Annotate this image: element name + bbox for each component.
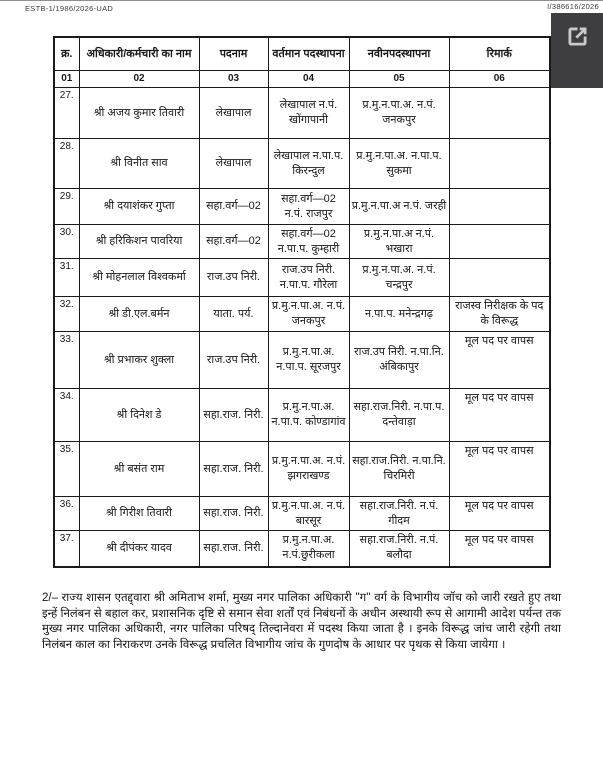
col-number: 06 bbox=[449, 71, 550, 88]
col-header-name: अधिकारी/कर्मचारी का नाम bbox=[79, 37, 199, 71]
row-name: श्री दीपंकर यादव bbox=[79, 531, 199, 567]
col-number: 05 bbox=[349, 71, 449, 88]
table-body bbox=[54, 88, 550, 567]
row-current-posting: लेखापाल न.पं. खोंगापानी bbox=[268, 88, 349, 139]
col-header-new-posting: नवीनपदस्थापना bbox=[349, 37, 449, 71]
row-remark: मूल पद पर वापस bbox=[449, 497, 550, 531]
row-serial: 29. bbox=[54, 189, 79, 225]
table-header-row bbox=[54, 37, 550, 71]
row-designation: सहा.राज. निरी. bbox=[199, 497, 268, 531]
file-reference-left: ESTB-1/1986/2026-UAD bbox=[25, 4, 114, 13]
table-row bbox=[54, 531, 550, 567]
col-header-designation: पदनाम bbox=[199, 37, 268, 71]
row-name: श्री दयाशंकर गुप्ता bbox=[79, 189, 199, 225]
table-row bbox=[54, 497, 550, 531]
row-remark: मूल पद पर वापस bbox=[449, 389, 550, 442]
row-remark: मूल पद पर वापस bbox=[449, 332, 550, 389]
row-designation: लेखापाल bbox=[199, 88, 268, 139]
row-name: श्री हरिकिशन पावरिया bbox=[79, 225, 199, 259]
popout-panel[interactable] bbox=[551, 13, 603, 88]
row-current-posting: प्र.मु.न.पा.अ. न.पं.छुरीकला bbox=[268, 531, 349, 567]
table-row bbox=[54, 442, 550, 497]
row-serial: 37. bbox=[54, 531, 79, 567]
table-row bbox=[54, 259, 550, 297]
col-number: 03 bbox=[199, 71, 268, 88]
table-row bbox=[54, 225, 550, 259]
row-name: श्री विनीत साव bbox=[79, 139, 199, 189]
table-row bbox=[54, 139, 550, 189]
row-name: श्री डी.एल.बर्मन bbox=[79, 297, 199, 332]
transfer-order-table bbox=[53, 36, 551, 568]
table-row bbox=[54, 332, 550, 389]
row-designation: सहा.राज. निरी. bbox=[199, 531, 268, 567]
row-designation: सहा.राज. निरी. bbox=[199, 389, 268, 442]
row-serial: 35. bbox=[54, 442, 79, 497]
row-name: श्री मोहनलाल विश्वकर्मा bbox=[79, 259, 199, 297]
table-row bbox=[54, 88, 550, 139]
row-current-posting: प्र.मु.न.पा.अ. न.पा.प. कोण्डागांव bbox=[268, 389, 349, 442]
row-designation: लेखापाल bbox=[199, 139, 268, 189]
row-remark: राजस्व निरीक्षक के पद के विरूद्ध bbox=[449, 297, 550, 332]
row-remark bbox=[449, 88, 550, 139]
row-new-posting: राज.उप निरी. न.पा.नि. अंबिकापुर bbox=[349, 332, 449, 389]
row-name: श्री प्रभाकर शुक्ला bbox=[79, 332, 199, 389]
table-row bbox=[54, 389, 550, 442]
row-designation: याता. पर्य. bbox=[199, 297, 268, 332]
table-row bbox=[54, 189, 550, 225]
row-new-posting: न.पा.प. मनेन्द्रगढ़ bbox=[349, 297, 449, 332]
row-serial: 31. bbox=[54, 259, 79, 297]
row-remark: मूल पद पर वापस bbox=[449, 531, 550, 567]
row-designation: राज.उप निरी. bbox=[199, 259, 268, 297]
row-name: श्री बसंत राम bbox=[79, 442, 199, 497]
row-new-posting: प्र.मु.न.पा.अ न.पं. जरही bbox=[349, 189, 449, 225]
col-header-current-posting: वर्तमान पदस्थापना bbox=[268, 37, 349, 71]
row-new-posting: सहा.राज.निरी. न.पं. बलौदा bbox=[349, 531, 449, 567]
row-serial: 32. bbox=[54, 297, 79, 332]
page-top-border bbox=[0, 0, 603, 1]
row-remark bbox=[449, 189, 550, 225]
row-new-posting: सहा.राज.निरी. न.पा.नि. चिरमिरी bbox=[349, 442, 449, 497]
file-reference-right: I/386616/2026 bbox=[547, 2, 599, 11]
col-header-serial: क्र. bbox=[54, 37, 79, 71]
row-designation: सहा.राज. निरी. bbox=[199, 442, 268, 497]
row-serial: 30. bbox=[54, 225, 79, 259]
col-header-remark: रिमार्क bbox=[449, 37, 550, 71]
row-name: श्री गिरीश तिवारी bbox=[79, 497, 199, 531]
row-serial: 33. bbox=[54, 332, 79, 389]
col-number: 01 bbox=[54, 71, 79, 88]
row-current-posting: सहा.वर्ग—02 न.पं. राजपुर bbox=[268, 189, 349, 225]
row-new-posting: प्र.मु.न.पा.अ न.पं. भखारा bbox=[349, 225, 449, 259]
row-designation: सहा.वर्ग—02 bbox=[199, 189, 268, 225]
row-current-posting: प्र.मु.न.पा.अ. न.पं. बारसूर bbox=[268, 497, 349, 531]
row-remark bbox=[449, 139, 550, 189]
row-current-posting: राज.उप निरी. न.पा.प. गौरेला bbox=[268, 259, 349, 297]
table-row bbox=[54, 297, 550, 332]
row-current-posting: प्र.मु.न.पा.अ. न.पं. झगराखण्ड bbox=[268, 442, 349, 497]
row-serial: 27. bbox=[54, 88, 79, 139]
row-new-posting: प्र.मु.न.पा.अ. न.पा.प. सुकमा bbox=[349, 139, 449, 189]
row-current-posting: प्र.मु.न.पा.अ. न.पा.प. सूरजपुर bbox=[268, 332, 349, 389]
row-remark bbox=[449, 225, 550, 259]
row-new-posting: प्र.मु.न.पा.अ. न.पं. जनकपुर bbox=[349, 88, 449, 139]
open-external-icon[interactable] bbox=[551, 23, 603, 50]
row-current-posting: लेखापाल न.पा.प. किरन्दुल bbox=[268, 139, 349, 189]
col-number: 04 bbox=[268, 71, 349, 88]
row-name: श्री दिनेश डे bbox=[79, 389, 199, 442]
row-remark: मूल पद पर वापस bbox=[449, 442, 550, 497]
row-serial: 34. bbox=[54, 389, 79, 442]
row-designation: सहा.वर्ग—02 bbox=[199, 225, 268, 259]
row-remark bbox=[449, 259, 550, 297]
row-new-posting: सहा.राज.निरी. न.पं. गीदम bbox=[349, 497, 449, 531]
row-new-posting: प्र.मु.न.पा.अ. न.पं. चन्द्रपुर bbox=[349, 259, 449, 297]
table-column-number-row bbox=[54, 71, 550, 88]
row-name: श्री अजय कुमार तिवारी bbox=[79, 88, 199, 139]
row-new-posting: सहा.राज.निरी. न.पा.प. दन्तेवाड़ा bbox=[349, 389, 449, 442]
row-current-posting: प्र.मु.न.पा.अ. न.पं. जनकपुर bbox=[268, 297, 349, 332]
col-number: 02 bbox=[79, 71, 199, 88]
row-current-posting: सहा.वर्ग—02 न.पा.प. कुम्हारी bbox=[268, 225, 349, 259]
row-serial: 28. bbox=[54, 139, 79, 189]
order-paragraph: 2/– राज्य शासन एतद्द्वारा श्री अमिताभ शर्मा, मुख्य नगर पालिका अधिकारी ''ग'' वर्ग के विभागीय जॉच को जारी रखते हुए तथा इन्हें निलंबन से बहाल कर, प्रशासनिक दृष्टि से समान सेवा शर्तों एवं निबंधनों के अधीन अस्थायी रूप से आगामी आदेश पर्यन्त तक मुख्य नगर पालिका अधिकारी, नगर पालिका परिषद् तिल्दानेवरा में पदस्थ किया जाता है । इनके विरूद्ध जांच जारी रहेगी तथा निलंबन काल का निराकरण उनके विरूद्ध प्रचलित विभागीय जांच के गुणदोष के आधार पर पृथक से किया जायेगा । bbox=[42, 592, 561, 651]
row-serial: 36. bbox=[54, 497, 79, 531]
row-designation: राज.उप निरी. bbox=[199, 332, 268, 389]
